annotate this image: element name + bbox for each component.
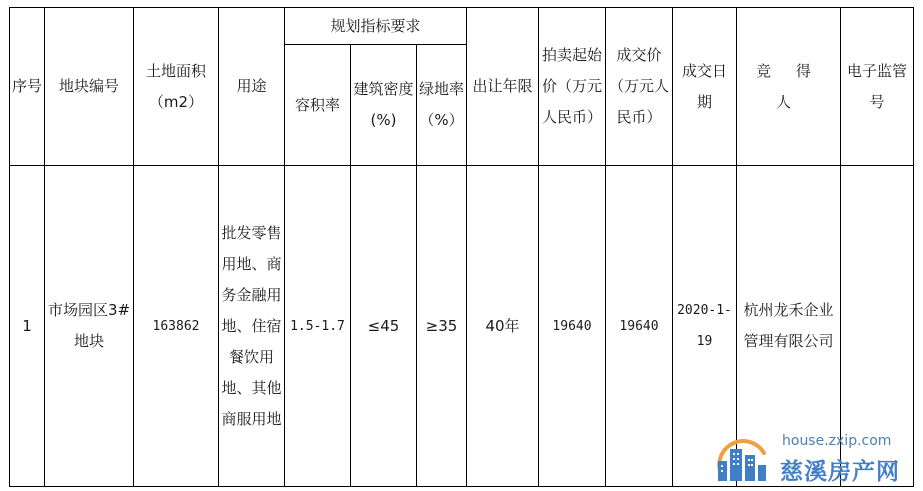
watermark-name: 慈溪房产网	[780, 459, 900, 485]
header-seq: 序号	[10, 8, 45, 166]
header-deal-date: 成交日期	[673, 8, 737, 166]
header-plan-group: 规划指标要求	[285, 8, 467, 45]
header-term: 出让年限	[467, 8, 539, 166]
cell-seq: 1	[10, 166, 45, 487]
header-deal-price: 成交价（万元人民币）	[606, 8, 673, 166]
header-start-price: 拍卖起始价（万元人民币）	[539, 8, 606, 166]
header-plot-no: 地块编号	[45, 8, 134, 166]
watermark-url: house.zxip.com	[782, 433, 892, 449]
cell-deal-price: 19640	[606, 166, 673, 487]
header-green: 绿地率（%）	[417, 45, 467, 166]
cell-start-price: 19640	[539, 166, 606, 487]
cell-plot-no: 市场园区3#地块	[45, 166, 134, 487]
header-row-top	[10, 8, 914, 45]
header-winner: 竞 得 人	[737, 8, 841, 166]
header-far: 容积率	[285, 45, 351, 166]
cell-density: ≤45	[351, 166, 417, 487]
cell-winner: 杭州龙禾企业管理有限公司	[737, 166, 841, 487]
header-supervision: 电子监管号	[841, 8, 914, 166]
cell-far: 1.5-1.7	[285, 166, 351, 487]
header-area: 土地面积（m2）	[134, 8, 219, 166]
cell-term: 40年	[467, 166, 539, 487]
cell-use: 批发零售用地、商务金融用地、住宿餐饮用地、其他商服用地	[219, 166, 285, 487]
header-use: 用途	[219, 8, 285, 166]
site-watermark	[710, 429, 915, 485]
cell-green: ≥35	[417, 166, 467, 487]
cell-deal-date: 2020-1-19	[673, 166, 737, 487]
header-density: 建筑密度(%)	[351, 45, 417, 166]
cell-area: 163862	[134, 166, 219, 487]
land-auction-table	[9, 7, 914, 487]
building-logo-icon	[710, 431, 774, 485]
